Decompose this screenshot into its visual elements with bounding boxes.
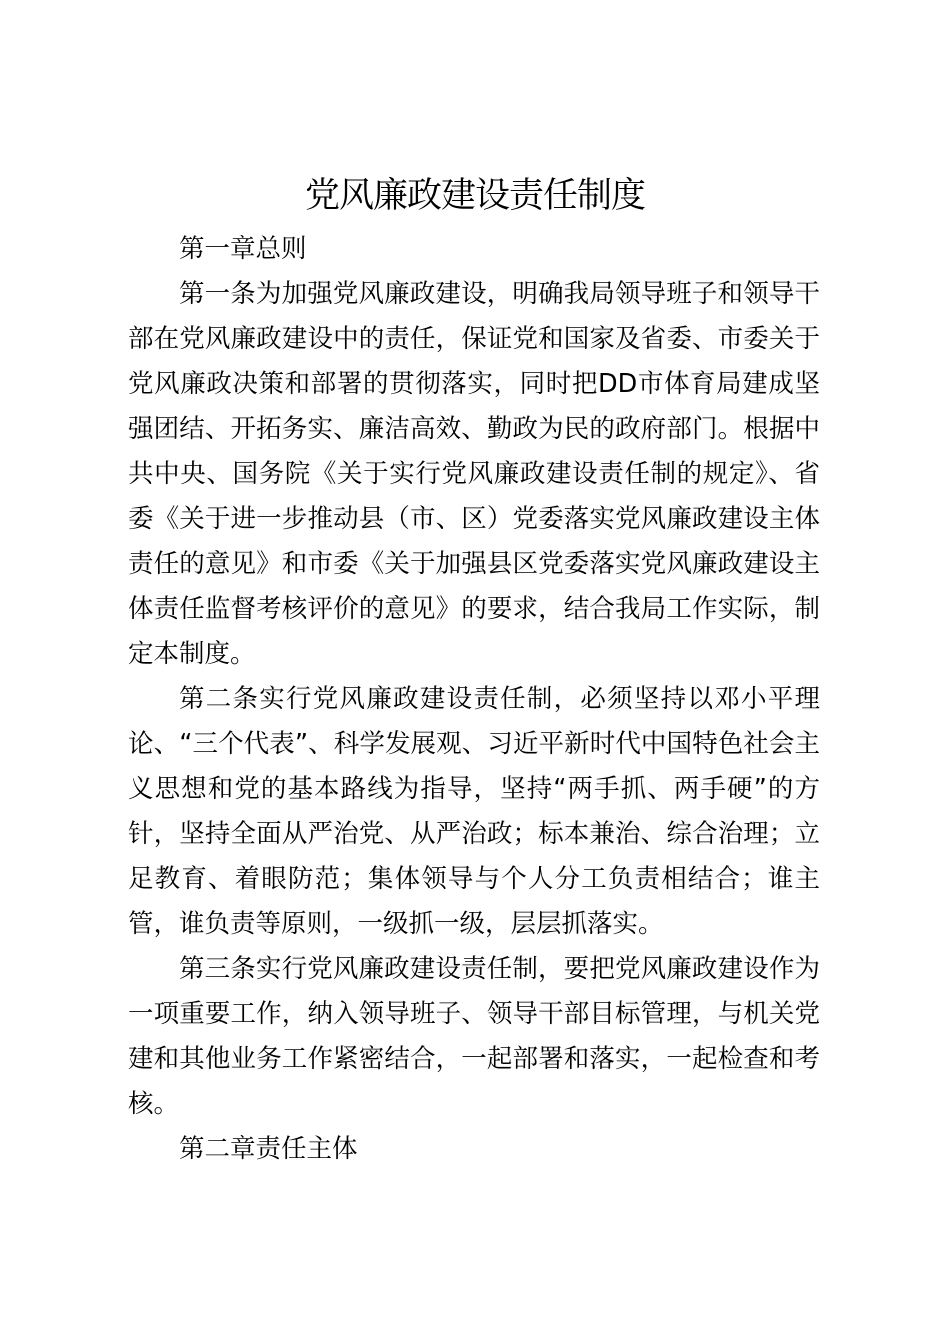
article-2-paragraph: 第二条实行党风廉政建设责任制，必须坚持以邓小平理论、“三个代表”、科学发展观、习近平新时代中国特色社会主义思想和党的基本路线为指导，坚持“两手抓、两手硬”的方针，坚持全面从严治党、从严治政；标本兼治、综合治理；立足教育、着眼防范；集体领导与个人分工负责相结合；谁主管，谁负责等原则，一级抓一级，层层抓落实。 (128, 684, 820, 939)
document-title: 党风廉政建设责任制度 (304, 176, 645, 216)
article-1-paragraph: 第一条为加强党风廉政建设，明确我局领导班子和领导干部在党风廉政建设中的责任，保证党和国家及省委、市委关于党风廉政决策和部署的贯彻落实，同时把DD市体育局建成坚强团结、开拓务实、廉洁高效、勤政为民的政府部门。根据中共中央、国务院《关于实行党风廉政建设责任制的规定》、省委《关于进一步推动县（市、区）党委落实党风廉政建设主体责任的意见》和市委《关于加强县区党委落实党风廉政建设主体责任监督考核评价的意见》的要求，结合我局工作实际，制定本制度。 (128, 279, 820, 669)
document-body (128, 227, 820, 1172)
chapter-heading-2: 第二章责任主体 (179, 1134, 358, 1164)
article-3-paragraph: 第三条实行党风廉政建设责任制，要把党风廉政建设作为一项重要工作，纳入领导班子、领导干部目标管理，与机关党建和其他业务工作紧密结合，一起部署和落实，一起检查和考核。 (128, 954, 820, 1119)
chapter-heading-1: 第一章总则 (179, 234, 307, 264)
